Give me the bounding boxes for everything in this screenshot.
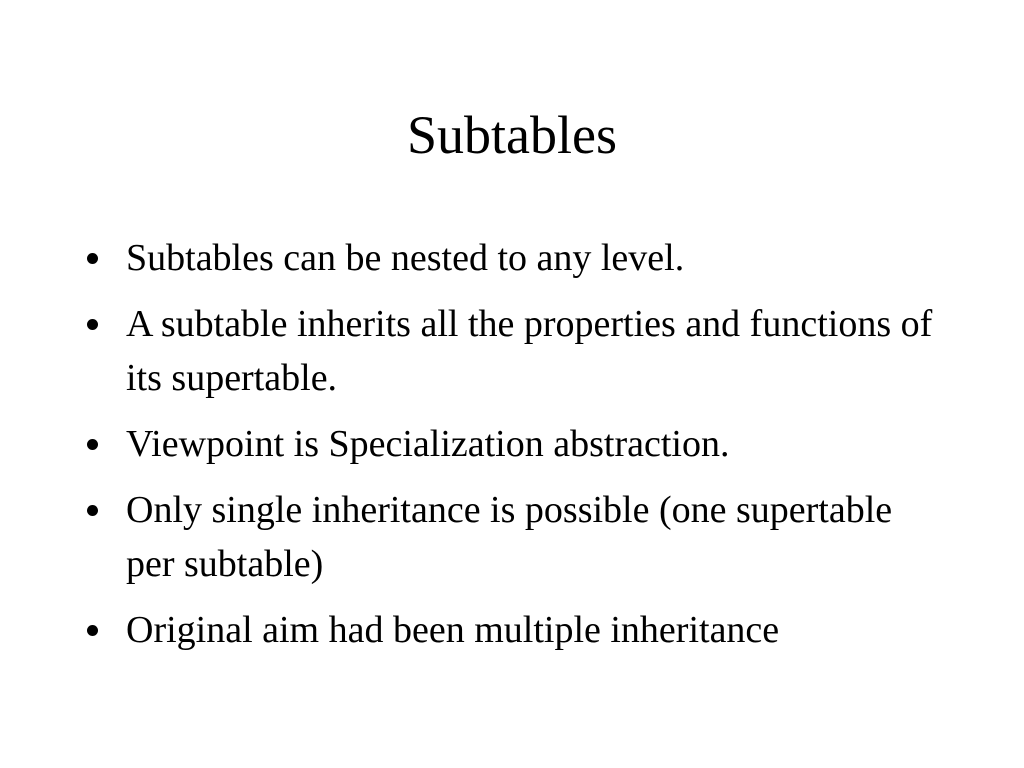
bullet-icon (87, 319, 98, 330)
bullet-icon (87, 505, 98, 516)
bullet-icon (87, 253, 98, 264)
bullet-item (86, 297, 946, 405)
bullet-text: Only single inheritance is possible (one supertable per subtable) (126, 489, 893, 585)
bullet-text: Viewpoint is Specialization abstraction. (126, 423, 730, 465)
bullet-text: A subtable inherits all the properties and functions of its supertable. (126, 303, 933, 399)
bullet-item (86, 483, 946, 591)
bullet-item (86, 603, 946, 657)
bullet-icon (87, 439, 98, 450)
bullet-item (86, 231, 946, 285)
bullet-icon (87, 625, 98, 636)
bullet-text: Subtables can be nested to any level. (126, 237, 685, 279)
slide-title: Subtables (407, 105, 617, 165)
bullet-text: Original aim had been multiple inheritance (126, 609, 780, 651)
bullet-list (86, 231, 946, 669)
bullet-item (86, 417, 946, 471)
